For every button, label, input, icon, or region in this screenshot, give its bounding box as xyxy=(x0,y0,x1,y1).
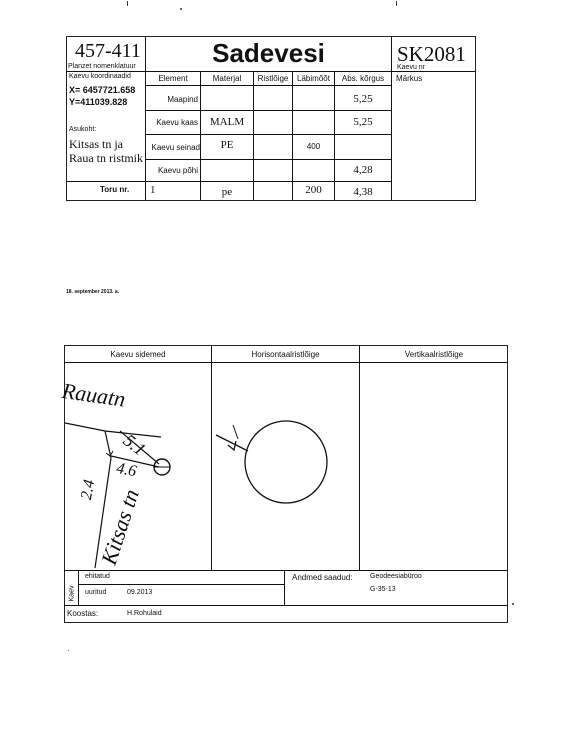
street-edge-line xyxy=(65,423,161,437)
col-header-diameter: Läbimõõt xyxy=(297,74,330,83)
pipe-direction-tick xyxy=(233,425,238,439)
compiled-by: H.Rohulaid xyxy=(127,610,162,617)
row-element: Kaevu põhi xyxy=(157,166,198,175)
pipe-abs: 4,38 xyxy=(353,186,373,198)
col-header-material: Materjal xyxy=(212,74,242,83)
scan-speck xyxy=(68,650,69,651)
location-label: Asukoht: xyxy=(69,126,97,133)
surveyed-label: uuritud xyxy=(85,589,107,596)
remarks-label: Märkus xyxy=(396,74,423,83)
compiled-label: Koostas: xyxy=(67,609,99,618)
row-element: Kaevu kaas xyxy=(156,118,198,127)
row-diameter: 400 xyxy=(306,142,321,151)
scan-speck xyxy=(180,8,182,10)
row-abs: 5,25 xyxy=(353,116,373,128)
col-title-horizontal: Horisontaalristlõige xyxy=(251,350,320,359)
coords-label: Kaevu koordinaadid xyxy=(69,73,131,80)
built-label: ehitatud xyxy=(85,573,110,580)
row-material: MALM xyxy=(209,116,245,128)
date-text: 18. september 2013. a. xyxy=(66,289,120,295)
well-id-label: Kaevu nr xyxy=(397,64,426,71)
col-title-connections: Kaevu sidemed xyxy=(110,350,166,359)
street-label-1: Rauatn xyxy=(60,378,127,412)
vertical-label-well: Kaev xyxy=(68,585,76,602)
well-circle xyxy=(245,421,327,503)
pipe-number-label: Toru nr. xyxy=(100,185,130,194)
scan-speck xyxy=(512,603,514,605)
row-material: PE xyxy=(220,139,234,151)
row-element: Kaevu seinad xyxy=(151,143,200,152)
well-id: SK2081 xyxy=(397,42,466,66)
pipe-number: 1 xyxy=(150,184,156,196)
dimension-1: 5.1 xyxy=(119,430,150,460)
scan-speck xyxy=(127,1,128,6)
col-header-cross: Ristlõige xyxy=(257,74,289,83)
y-coordinate: Y=411039.828 xyxy=(69,97,128,107)
col-title-vertical: Vertikaalristlõige xyxy=(404,350,464,359)
horizontal-section-drawing xyxy=(212,363,359,570)
data-by-value: Geodeesiabüroo xyxy=(370,573,422,580)
location-line-1: Kitsas tn ja xyxy=(69,137,123,151)
dimension-2: 4.6 xyxy=(115,460,138,481)
card-title: Sadevesi xyxy=(212,38,325,68)
pipe-material: pe xyxy=(221,186,233,198)
data-by-label: Andmed saadud: xyxy=(292,573,353,582)
location-line-2: Raua tn ristmik xyxy=(69,151,143,165)
planset-label: Planzet nomenklatuur xyxy=(68,63,136,70)
street-label-2: Kitsas tn xyxy=(96,486,144,568)
col-header-abs: Abs. kõrgus xyxy=(341,74,385,83)
data-by-code: G-35-13 xyxy=(370,586,396,593)
col-header-element: Element xyxy=(158,74,188,83)
row-abs: 4,28 xyxy=(353,164,373,176)
dimension-3: 2.4 xyxy=(78,478,99,501)
scan-speck xyxy=(396,1,397,6)
pipe-diameter: 200 xyxy=(305,184,322,196)
planset-number: 457-411 xyxy=(75,40,141,62)
x-coordinate: X= 6457721.658 xyxy=(69,85,136,95)
row-abs: 5,25 xyxy=(353,93,373,105)
row-element: Maapind xyxy=(167,95,198,104)
surveyed-date: 09.2013 xyxy=(127,589,153,596)
